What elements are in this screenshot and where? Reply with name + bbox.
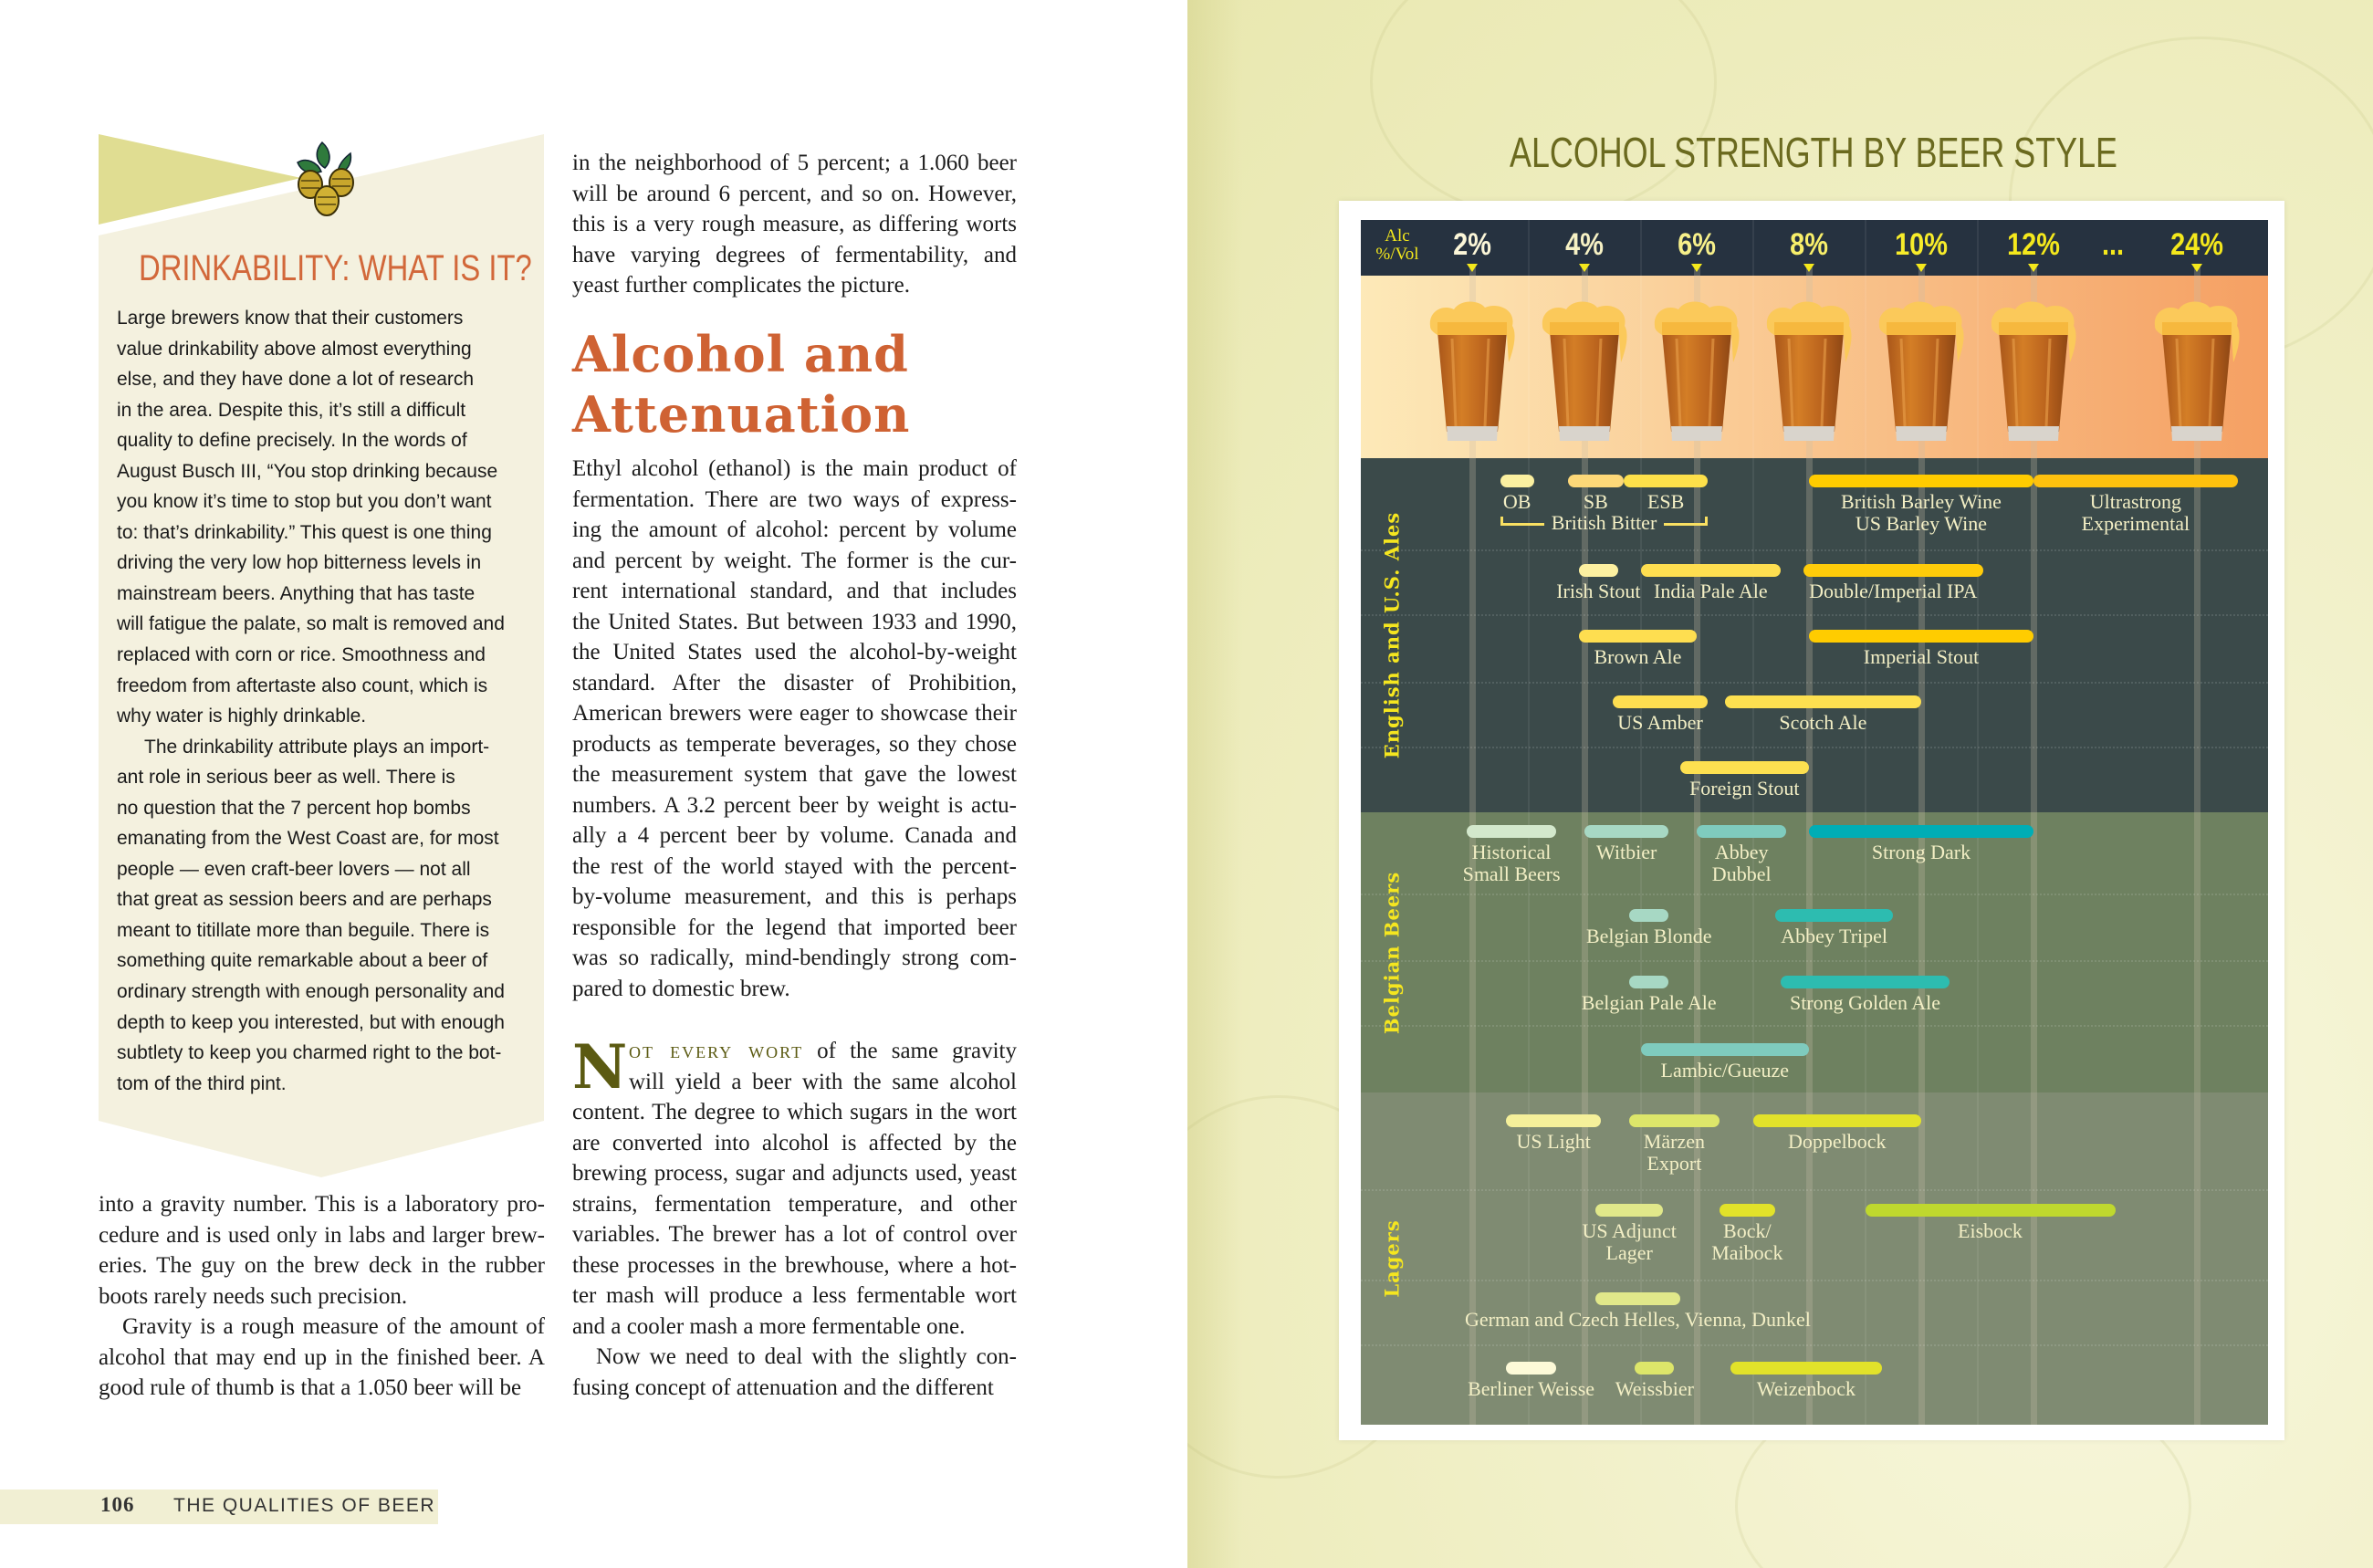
axis-break-label: ...: [2101, 227, 2125, 262]
tick-marker-icon: [1916, 264, 1927, 272]
sidebar-text-line: August Busch III, “You stop drinking because: [117, 460, 498, 482]
range-label-line: Abbey Tripel: [1781, 925, 1888, 947]
running-footer-title: THE QUALITIES OF BEER: [173, 1495, 436, 1516]
text-line: standard. After the disaster of Prohibition,: [572, 670, 1017, 695]
text-line: the measurement system that gave the lowest: [572, 762, 1017, 787]
sidebar-text-line: depth to keep you interested, but with enough: [117, 1011, 505, 1033]
paragraph: [99, 1189, 545, 1312]
text-line: into a gravity number. This is a laboratory pro-: [99, 1192, 545, 1217]
range-label-line: Small Beers: [1462, 862, 1561, 885]
range-label: [1779, 712, 1866, 734]
text-line: will be around 6 percent, and so on. However,: [572, 181, 1017, 206]
range-label: [1594, 646, 1681, 668]
range-label: [1711, 1220, 1782, 1264]
range-label: [1644, 1131, 1705, 1175]
text-line: yeast further complicates the picture.: [572, 273, 910, 298]
range-label-line: Irish Stout: [1556, 580, 1641, 602]
text-line: will yield a beer with the same alcohol: [629, 1069, 1017, 1094]
tick-marker-icon: [1579, 264, 1590, 272]
range-bar: [1595, 1204, 1663, 1217]
beer-glass-icon: [1537, 298, 1632, 449]
hop-etching-decoration: [1370, 0, 1717, 219]
row-separator: [1361, 747, 2268, 748]
bracket-end: [1500, 517, 1503, 526]
range-label-line: Maibock: [1711, 1241, 1783, 1264]
range-label: [1517, 1131, 1591, 1153]
page-number: 106: [100, 1493, 135, 1516]
text-line: numbers. A 3.2 percent beer by weight is actu-: [572, 792, 1017, 818]
range-label-line: India Pale Ale: [1654, 580, 1768, 602]
range-bar: [1680, 761, 1809, 774]
range-label: [1788, 1131, 1887, 1153]
row-separator: [1361, 960, 2268, 962]
beer-glass-icon: [2149, 298, 2244, 449]
text-line: content. The degree to which sugars in the wort: [572, 1100, 1017, 1124]
tick-label: 10%: [1895, 227, 1948, 262]
range-bar: [1613, 695, 1709, 708]
range-label: [1503, 491, 1531, 513]
range-label: [1872, 841, 1971, 863]
sidebar-text-line: no question that the 7 percent hop bombs: [117, 797, 471, 819]
row-separator: [1361, 549, 2268, 551]
section-heading-line: Attenuation: [572, 385, 911, 444]
sidebar-text-line: in the area. Despite this, it’s still a difficult: [117, 399, 466, 421]
sidebar-heading: DRINKABILITY: WHAT IS IT?: [139, 248, 532, 288]
text-line: this is a very rough measure, as differing worts: [572, 212, 1017, 236]
tick-marker-icon: [2028, 264, 2039, 272]
section-label: Belgian Beers: [1380, 871, 1404, 1034]
range-label: [1661, 1060, 1790, 1082]
beer-glass-icon: [1425, 298, 1520, 449]
range-bar: [1641, 1043, 1810, 1056]
range-bar: [1775, 909, 1893, 922]
tick-label: 24%: [2170, 227, 2223, 262]
grid-line-minor: [1977, 220, 1979, 1425]
range-label-line: Lager: [1605, 1241, 1653, 1264]
range-label: [1958, 1220, 2023, 1242]
section-label: English and U.S. Ales: [1380, 511, 1404, 759]
sidebar-text-line: to: that’s drinkability.” This quest is one thing: [117, 521, 492, 543]
text-line: the rest of the world stayed with the percent-: [572, 853, 1017, 879]
alcohol-strength-chart: [1361, 220, 2268, 1425]
range-label-line: Ultrastrong: [2089, 490, 2181, 513]
text-line: alcohol that may end up in the finished beer. A: [99, 1344, 545, 1370]
range-bar: [1629, 1114, 1719, 1127]
grid-line-minor: [1865, 220, 1866, 1425]
range-label: [1790, 992, 1940, 1014]
range-bar: [1624, 475, 1708, 487]
row-separator: [1361, 894, 2268, 895]
text-line: responsible for the legend that imported beer: [572, 915, 1017, 940]
sidebar-text-line: mainstream beers. Anything that has taste: [117, 582, 476, 604]
range-label: [1582, 992, 1717, 1014]
range-label: [2082, 491, 2190, 535]
sidebar-text-line: ant role in serious beer as well. There is: [117, 767, 455, 789]
range-label-line: Imperial Stout: [1863, 645, 1980, 668]
sidebar-text-line: else, and they have done a lot of research: [117, 369, 475, 391]
range-bar: [1629, 976, 1668, 988]
text-line: pared to domestic brew.: [572, 976, 790, 1001]
sidebar-text-line: replaced with corn or rice. Smoothness and: [117, 644, 486, 666]
range-label: [1647, 491, 1684, 513]
text-line: ally a 4 percent beer by volume. Canada and: [572, 823, 1017, 848]
column-2-text-middle: [572, 454, 1017, 1004]
range-label-line: Eisbock: [1958, 1219, 2023, 1242]
row-separator: [1361, 1025, 2268, 1027]
text-line: by-volume measurement, and this is perhaps: [572, 884, 1017, 909]
column-2-text-bottom: [572, 1031, 1017, 1403]
range-label-line: OB: [1502, 490, 1531, 513]
range-bar: [1506, 1362, 1556, 1375]
range-bar: [1568, 475, 1625, 487]
text-line: ing the amount of alcohol: percent by volume: [572, 517, 1017, 542]
range-label: [1809, 580, 1977, 602]
sidebar-text-line: that great as session beers and are perhaps: [117, 889, 492, 911]
beer-glass-icon: [1761, 298, 1856, 449]
range-bar: [1595, 1292, 1679, 1305]
text-line: eries. The guy on the brew deck in the rubber: [99, 1253, 545, 1278]
range-label-line: Experimental: [2081, 512, 2190, 535]
range-bar: [1629, 909, 1668, 922]
sidebar-text-line: meant to titillate more than beguile. There is: [117, 919, 490, 941]
tick-label: 2%: [1453, 227, 1491, 262]
beer-glass-icon: [1874, 298, 1969, 449]
text-line: of the same gravity: [803, 1039, 1017, 1063]
range-label-line: Export: [1646, 1152, 1702, 1175]
tick-marker-icon: [1691, 264, 1702, 272]
text-line: and a cooler mash a more fermentable one.: [572, 1313, 966, 1339]
range-bar: [1809, 630, 2033, 643]
row-separator: [1361, 682, 2268, 684]
paragraph-first-line: [572, 1036, 1017, 1067]
range-label: [1781, 925, 1887, 947]
drop-cap: N: [572, 1031, 628, 1103]
range-label-line: Historical: [1471, 841, 1552, 863]
row-separator: [1361, 1344, 2268, 1346]
sidebar-text-line: why water is highly drinkable.: [117, 706, 367, 727]
text-line: variables. The brewer has a lot of control over: [572, 1222, 1017, 1247]
bracket-line-right: [1664, 523, 1708, 526]
paragraph: [572, 1342, 1017, 1403]
range-bar: [1467, 825, 1556, 838]
range-bar: [1809, 475, 2033, 487]
text-line: products as temperate beverages, so they chose: [572, 731, 1017, 757]
range-label-line: Weissbier: [1615, 1377, 1694, 1400]
column-2-text-top: [572, 148, 1017, 301]
text-line: boots rarely needs such precision.: [99, 1283, 408, 1309]
sidebar-text-line: will fatigue the palate, so malt is removed and: [117, 613, 505, 635]
range-bar: [1697, 825, 1786, 838]
section-label: Lagers: [1380, 1219, 1404, 1298]
section-heading: [572, 324, 910, 444]
range-label-line: Bock/: [1723, 1219, 1772, 1242]
grid-line-minor: [1528, 220, 1530, 1425]
range-bar: [1753, 1114, 1922, 1127]
text-line: and percent by weight. The former is the cur-: [572, 548, 1017, 573]
range-label-line: Märzen: [1643, 1130, 1705, 1153]
range-label-line: Belgian Blonde: [1585, 925, 1712, 947]
text-line: was so radically, mind-bendingly strong com-: [572, 946, 1017, 970]
text-line: ter mash will produce a less fermentable wort: [572, 1283, 1017, 1308]
range-label-line: US Adjunct: [1582, 1219, 1677, 1242]
range-label-line: Doppelbock: [1787, 1130, 1887, 1153]
text-line: are converted into alcohol is affected by the: [572, 1130, 1017, 1155]
range-label-line: Dubbel: [1711, 862, 1772, 885]
text-line: Ethyl alcohol (ethanol) is the main product of: [572, 456, 1017, 481]
sidebar-text-line: ordinary strength with enough personality and: [117, 981, 505, 1003]
range-bar: [1500, 475, 1534, 487]
range-label: [1757, 1378, 1856, 1400]
range-label: [1712, 841, 1772, 885]
range-bar: [1506, 1114, 1602, 1127]
range-label-line: Strong Golden Ale: [1790, 991, 1940, 1014]
sidebar-text-line: tom of the third pint.: [117, 1072, 287, 1094]
range-label: [1463, 841, 1561, 885]
range-label-line: Lambic/Gueuze: [1660, 1059, 1789, 1082]
sidebar-text-line: subtlety to keep you charmed right to the bot-: [117, 1042, 502, 1064]
sidebar-text-line: people — even craft-beer lovers — not all: [117, 858, 471, 880]
text-line: good rule of thumb is that a 1.050 beer will be: [99, 1375, 522, 1400]
chart-title: ALCOHOL STRENGTH BY BEER STYLE: [1510, 129, 2117, 176]
range-label: [1617, 712, 1703, 734]
range-label: [1654, 580, 1768, 602]
paragraph: [572, 454, 1017, 1004]
range-label-line: Witbier: [1595, 841, 1657, 863]
range-label-line: Berliner Weisse: [1468, 1377, 1595, 1400]
beer-glass-icon: [1649, 298, 1744, 449]
range-label-line: British Barley Wine: [1841, 490, 2002, 513]
range-label-line: Double/Imperial IPA: [1809, 580, 1978, 602]
text-line: Gravity is a rough measure of the amount of: [122, 1314, 545, 1339]
tick-label: 6%: [1678, 227, 1716, 262]
tick-marker-icon: [2191, 264, 2202, 272]
sidebar-text-line: The drinkability attribute plays an import-: [144, 736, 490, 758]
range-bar: [1641, 564, 1782, 577]
range-bar: [1579, 564, 1618, 577]
range-label-line: ESB: [1646, 490, 1685, 513]
sidebar-text-line: Large brewers know that their customers: [117, 308, 464, 329]
text-line: cedure and is used only in labs and larger brew-: [99, 1222, 545, 1248]
sidebar-body: [117, 303, 546, 1099]
text-line: have varying degrees of fermentability, and: [572, 242, 1017, 267]
axis-label-line: Alc: [1385, 226, 1410, 246]
tick-label: 8%: [1790, 227, 1828, 262]
range-label-line: Weizenbock: [1756, 1377, 1856, 1400]
text-line: these processes in the brewhouse, where a hot-: [572, 1252, 1017, 1278]
section-heading-line: Alcohol and: [572, 325, 909, 383]
text-line: rent international standard, and that includes: [572, 579, 1017, 603]
range-bar: [1730, 1362, 1882, 1375]
text-line: fusing concept of attenuation and the different: [572, 1375, 994, 1400]
range-label-line: Strong Dark: [1871, 841, 1971, 863]
range-bar: [1584, 825, 1668, 838]
range-label: [1584, 491, 1608, 513]
axis-label-line: %/Vol: [1375, 245, 1419, 264]
paragraph: [99, 1312, 545, 1404]
bracket-label: British Bitter: [1551, 511, 1657, 534]
range-label: [1689, 778, 1799, 800]
sidebar-text-line: quality to define precisely. In the words of: [117, 430, 467, 452]
text-line: Now we need to deal with the slightly con-: [596, 1344, 1017, 1369]
text-line: American brewers were eager to showcase their: [572, 701, 1017, 726]
paragraph: [572, 1067, 1017, 1343]
range-bar: [1579, 630, 1697, 643]
range-label: [1615, 1378, 1694, 1400]
text-line: fermentation. There are two ways of express-: [572, 486, 1017, 512]
sidebar-text-line: value drinkability above almost everything: [117, 338, 472, 360]
range-label: [1841, 491, 2002, 535]
beer-glass-icon: [1986, 298, 2081, 449]
range-label-line: Abbey: [1714, 841, 1769, 863]
range-label: [1586, 925, 1711, 947]
axis-label: [1370, 227, 1425, 264]
small-caps-lead: ot every wort: [629, 1039, 804, 1063]
text-line: in the neighborhood of 5 percent; a 1.060 beer: [572, 151, 1017, 175]
range-bar: [1781, 976, 1950, 988]
range-label: [1465, 1309, 1811, 1331]
text-line: strains, fermentation temperature, and other: [572, 1191, 1017, 1217]
text-line: the United States used the alcohol-by-weight: [572, 640, 1017, 664]
column-1-text: [99, 1189, 545, 1404]
range-label-line: Scotch Ale: [1779, 711, 1867, 734]
range-label: [1556, 580, 1640, 602]
range-bar: [1720, 1204, 1776, 1217]
sidebar-text-line: something quite remarkable about a beer of: [117, 950, 488, 972]
range-label-line: Foreign Stout: [1689, 777, 1800, 800]
row-separator: [1361, 1189, 2268, 1191]
range-label-line: Belgian Pale Ale: [1581, 991, 1717, 1014]
range-label: [1864, 646, 1979, 668]
sidebar-text-line: you know it’s time to stop but you don’t want: [117, 491, 492, 513]
bracket-end: [1705, 517, 1708, 526]
sidebar-text-line: driving the very low hop bitterness levels in: [117, 552, 482, 574]
range-label: [1583, 1220, 1677, 1264]
tick-label: 4%: [1565, 227, 1604, 262]
row-separator: [1361, 1280, 2268, 1281]
range-bar: [1725, 695, 1921, 708]
range-label-line: US Light: [1516, 1130, 1591, 1153]
paragraph: [572, 148, 1017, 301]
range-label-line: US Barley Wine: [1855, 512, 1988, 535]
range-label-line: US Amber: [1617, 711, 1703, 734]
range-bar: [1635, 1362, 1674, 1375]
range-label-line: Brown Ale: [1594, 645, 1682, 668]
sidebar-text-line: emanating from the West Coast are, for most: [117, 828, 499, 850]
hop-cone-icon: [290, 139, 363, 219]
range-bar: [1803, 564, 1983, 577]
range-label-line: German and Czech Helles, Vienna, Dunkel: [1464, 1308, 1811, 1331]
range-label: [1596, 841, 1657, 863]
bracket-line-left: [1500, 523, 1544, 526]
range-bar: [1809, 825, 2033, 838]
tick-marker-icon: [1467, 264, 1478, 272]
row-separator: [1361, 614, 2268, 616]
tick-label: 12%: [2007, 227, 2060, 262]
text-line: the United States. But between 1933 and 1990,: [572, 609, 1017, 634]
range-label: [1468, 1378, 1594, 1400]
tick-marker-icon: [1803, 264, 1814, 272]
range-bar: [2033, 475, 2238, 487]
sidebar-text-line: freedom from aftertaste also count, which is: [117, 674, 488, 696]
range-bar: [1866, 1204, 2116, 1217]
range-label-line: SB: [1583, 490, 1608, 513]
text-line: brewing process, sugar and adjuncts used, yeast: [572, 1161, 1017, 1186]
